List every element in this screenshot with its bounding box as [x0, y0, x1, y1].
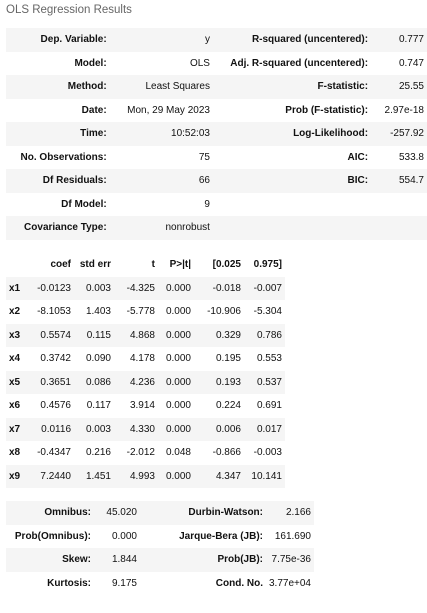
p-value: 0.000 — [165, 470, 191, 482]
column-header — [6, 253, 30, 277]
diagnostics-table — [6, 501, 314, 595]
variable-name: x5 — [9, 376, 21, 388]
diagnostic-label: Omnibus: — [44, 507, 91, 519]
diagnostic-value: 161.690 — [274, 530, 311, 542]
variable-name: x4 — [9, 353, 21, 365]
coef-row — [6, 347, 285, 371]
summary-row — [6, 28, 427, 52]
diagnostics-row — [6, 572, 314, 596]
diagnostic-label: Kurtosis: — [47, 577, 91, 589]
summary-row — [6, 216, 427, 240]
t-value: -4.325 — [126, 282, 155, 294]
ci-upper-value: 0.017 — [256, 423, 282, 435]
summary-label: Model: — [74, 57, 107, 69]
stderr-value: 1.403 — [85, 306, 111, 318]
summary-label: AIC: — [347, 151, 369, 163]
column-header: coef — [50, 259, 71, 271]
ci-upper-value: 0.537 — [256, 376, 282, 388]
ci-lower-value: -0.866 — [212, 447, 241, 459]
summary-label: Time: — [80, 128, 107, 140]
summary-value — [371, 193, 427, 217]
ci-lower-value: 0.195 — [215, 353, 241, 365]
summary-label: Log-Likelihood: — [293, 128, 369, 140]
summary-value: 25.55 — [398, 81, 424, 93]
coef-value: 7.2440 — [40, 470, 71, 482]
summary-value: y — [204, 34, 210, 46]
t-value: 4.178 — [129, 353, 155, 365]
p-value: 0.000 — [165, 376, 191, 388]
summary-label — [213, 193, 371, 217]
coef-value: 0.4576 — [40, 400, 71, 412]
diagnostic-value: 9.175 — [111, 577, 137, 589]
ci-lower-value: 0.006 — [215, 423, 241, 435]
column-header: P>|t| — [169, 259, 191, 271]
diagnostic-value: 7.75e-36 — [271, 554, 311, 566]
coef-header-row — [6, 253, 285, 277]
p-value: 0.000 — [165, 329, 191, 341]
stderr-value: 0.003 — [85, 282, 111, 294]
coef-row — [6, 300, 285, 324]
coef-value: 0.3742 — [40, 353, 71, 365]
diagnostic-label: Prob(JB): — [217, 554, 263, 566]
summary-value: 533.8 — [398, 151, 424, 163]
t-value: 4.236 — [129, 376, 155, 388]
column-header: std err — [79, 259, 111, 271]
p-value: 0.000 — [165, 353, 191, 365]
ci-lower-value: 0.329 — [215, 329, 241, 341]
coef-row — [6, 371, 285, 395]
t-value: -5.778 — [126, 306, 155, 318]
coef-value: -0.4347 — [37, 447, 71, 459]
stderr-value: 0.086 — [85, 376, 111, 388]
summary-label: BIC: — [347, 175, 369, 187]
summary-value: 75 — [198, 151, 210, 163]
summary-label: F-statistic: — [317, 81, 369, 93]
summary-value: Least Squares — [145, 81, 210, 93]
summary-value: -257.92 — [390, 128, 424, 140]
summary-row — [6, 52, 427, 76]
summary-label: Prob (F-statistic): — [285, 104, 369, 116]
ci-upper-value: 10.141 — [251, 470, 282, 482]
diagnostic-value: 45.020 — [106, 507, 137, 519]
diagnostic-label: Cond. No. — [215, 577, 263, 589]
stderr-value: 0.216 — [85, 447, 111, 459]
diagnostic-value: 1.844 — [111, 554, 137, 566]
coefficients-table — [6, 253, 285, 488]
summary-row — [6, 99, 427, 123]
summary-row — [6, 193, 427, 217]
t-value: 3.914 — [129, 400, 155, 412]
coef-row — [6, 324, 285, 348]
coef-row — [6, 465, 285, 489]
summary-label: Method: — [67, 81, 107, 93]
column-header: 0.975] — [253, 259, 282, 271]
variable-name: x1 — [9, 282, 21, 294]
variable-name: x8 — [9, 447, 21, 459]
summary-value: 0.777 — [398, 34, 424, 46]
p-value: 0.000 — [165, 400, 191, 412]
diagnostics-row — [6, 501, 314, 525]
summary-label: R-squared (uncentered): — [251, 34, 369, 46]
diagnostic-value: 2.166 — [285, 507, 311, 519]
p-value: 0.000 — [165, 282, 191, 294]
diagnostic-value: 0.000 — [111, 530, 137, 542]
t-value: 4.868 — [129, 329, 155, 341]
coef-value: 0.0116 — [41, 423, 71, 435]
variable-name: x6 — [9, 400, 21, 412]
summary-value: 554.7 — [398, 175, 424, 187]
diagnostics-row — [6, 525, 314, 549]
summary-value: 10:52:03 — [171, 128, 210, 140]
coef-row — [6, 418, 285, 442]
coef-value: -8.1053 — [37, 306, 71, 318]
t-value: -2.012 — [126, 447, 155, 459]
diagnostic-label: Skew: — [62, 554, 91, 566]
variable-name: x2 — [9, 306, 21, 318]
summary-value: 2.97e-18 — [384, 104, 424, 116]
summary-row — [6, 122, 427, 146]
summary-value: OLS — [189, 57, 210, 69]
ci-upper-value: -5.304 — [253, 306, 282, 318]
stderr-value: 0.115 — [86, 329, 111, 341]
summary-value: Mon, 29 May 2023 — [127, 104, 210, 116]
summary-value: 9 — [204, 198, 210, 210]
summary-row — [6, 75, 427, 99]
ci-lower-value: 4.347 — [215, 470, 241, 482]
coef-value: 0.5574 — [40, 329, 71, 341]
ci-lower-value: -10.906 — [207, 306, 241, 318]
ci-upper-value: 0.553 — [256, 353, 282, 365]
model-summary-table — [6, 28, 427, 240]
summary-row — [6, 146, 427, 170]
coef-row — [6, 277, 285, 301]
summary-label: Adj. R-squared (uncentered): — [230, 57, 369, 69]
ci-lower-value: 0.224 — [215, 400, 241, 412]
summary-label: Date: — [81, 104, 107, 116]
coef-value: -0.0123 — [37, 282, 71, 294]
table-caption: OLS Regression Results — [6, 4, 132, 16]
summary-value — [371, 216, 427, 240]
stderr-value: 0.117 — [86, 400, 111, 412]
coef-row — [6, 394, 285, 418]
diagnostic-label: Durbin-Watson: — [188, 507, 263, 519]
t-value: 4.330 — [129, 423, 155, 435]
summary-label: Df Model: — [61, 198, 107, 210]
summary-value: 0.747 — [398, 57, 424, 69]
p-value: 0.048 — [165, 447, 191, 459]
ci-lower-value: 0.193 — [215, 376, 241, 388]
diagnostics-row — [6, 548, 314, 572]
variable-name: x9 — [9, 470, 21, 482]
diagnostic-value: 3.77e+04 — [269, 577, 311, 589]
coef-row — [6, 441, 285, 465]
column-header: t — [151, 259, 155, 271]
diagnostic-label: Jarque-Bera (JB): — [179, 530, 263, 542]
coef-value: 0.3651 — [40, 376, 71, 388]
ci-upper-value: 0.691 — [256, 400, 282, 412]
ci-lower-value: -0.018 — [212, 282, 241, 294]
stderr-value: 0.003 — [85, 423, 111, 435]
stderr-value: 1.451 — [85, 470, 111, 482]
diagnostic-label: Prob(Omnibus): — [14, 530, 91, 542]
ci-upper-value: -0.003 — [253, 447, 282, 459]
variable-name: x3 — [9, 329, 21, 341]
summary-label: Dep. Variable: — [40, 34, 107, 46]
column-header: [0.025 — [212, 259, 241, 271]
summary-label — [213, 216, 371, 240]
summary-label: Covariance Type: — [24, 222, 107, 234]
summary-value: nonrobust — [165, 222, 210, 234]
t-value: 4.993 — [129, 470, 155, 482]
summary-value: 66 — [198, 175, 210, 187]
p-value: 0.000 — [165, 306, 191, 318]
ci-upper-value: 0.786 — [256, 329, 282, 341]
stderr-value: 0.090 — [85, 353, 111, 365]
p-value: 0.000 — [165, 423, 191, 435]
ci-upper-value: -0.007 — [253, 282, 282, 294]
variable-name: x7 — [9, 423, 21, 435]
summary-label: Df Residuals: — [42, 175, 107, 187]
summary-label: No. Observations: — [20, 151, 107, 163]
summary-row — [6, 169, 427, 193]
